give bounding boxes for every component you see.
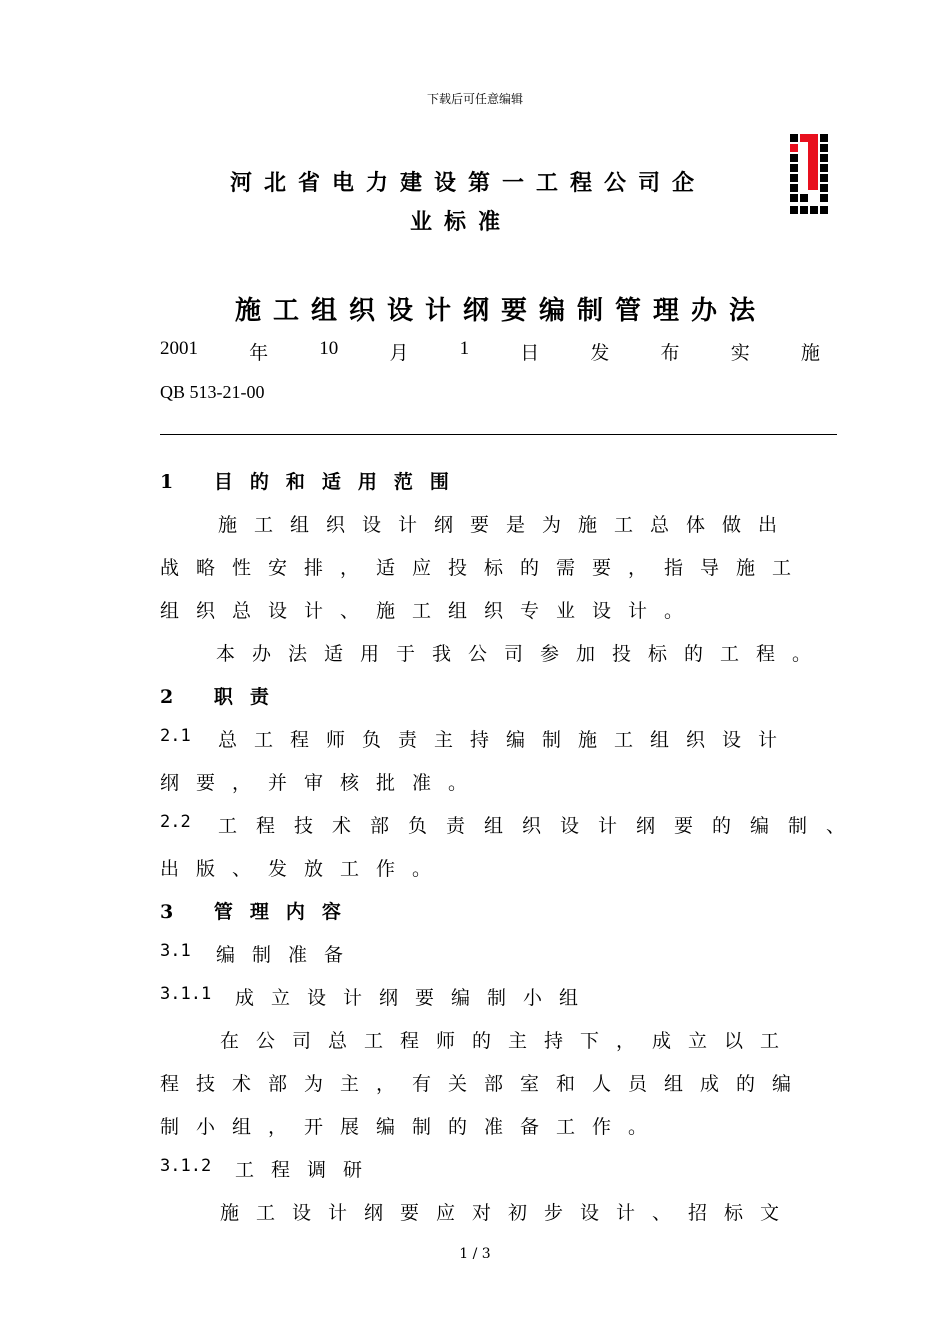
date-day-unit: 日 [520, 342, 540, 364]
paragraph-line: 施工设计纲要应对初步设计、招标文 [220, 1202, 797, 1224]
clause-number: 2.1 [160, 726, 191, 746]
company-name-line2: 业标准 [410, 209, 513, 235]
clause-number: 3.1.1 [160, 984, 212, 1004]
paragraph-line: 制小组，开展编制的准备工作。 [160, 1116, 665, 1138]
clause-title: 编制准备 [216, 944, 361, 966]
date-word-3: 实 [730, 342, 750, 364]
paragraph-line: 本办法适用于我公司参加投标的工程。 [216, 643, 829, 665]
document-title: 施工组织设计纲要编制管理办法 [235, 296, 768, 326]
paragraph-line: 工程技术部负责组织设计纲要的编制、 [218, 815, 865, 837]
section-3-heading: 3 管理内容 [160, 901, 358, 923]
date-word-2: 布 [660, 342, 680, 364]
paragraph-line: 在公司总工程师的主持下，成立以工 [220, 1030, 797, 1052]
paragraph-line: 战略性安排，适应投标的需要，指导施工 [160, 557, 809, 579]
section-2-heading: 2 职责 [160, 686, 286, 708]
paragraph-line: 纲要，并审核批准。 [160, 772, 485, 794]
paragraph-line: 出版、发放工作。 [160, 858, 449, 880]
paragraph-line: 施工组织设计纲要是为施工总体做出 [218, 514, 795, 536]
clause-title: 成立设计纲要编制小组 [235, 987, 596, 1009]
clause-number: 2.2 [160, 812, 191, 832]
page-number: 1 / 3 [459, 1246, 491, 1262]
clause-number: 3.1 [160, 941, 191, 961]
paragraph-line: 组织总设计、施工组织专业设计。 [160, 600, 701, 622]
date-word-1: 发 [590, 342, 610, 364]
company-logo-icon [790, 134, 830, 220]
date-year-unit: 年 [249, 342, 269, 364]
paragraph-line: 程技术部为主，有关部室和人员组成的编 [160, 1073, 809, 1095]
section-1-heading: 1 目的和适用范围 [160, 471, 466, 493]
date-word-4: 施 [800, 342, 820, 364]
standard-code: QB 513-21-00 [160, 382, 265, 402]
date-month-unit: 月 [389, 342, 409, 364]
date-year: 2001 [160, 338, 198, 359]
date-month: 10 [319, 338, 339, 359]
header-note: 下载后可任意编辑 [426, 92, 523, 106]
date-day: 1 [459, 338, 470, 359]
company-name-line1: 河北省电力建设第一工程公司企 [230, 170, 707, 196]
clause-title: 工程调研 [235, 1159, 380, 1181]
issue-date-line [160, 338, 820, 365]
clause-number: 3.1.2 [160, 1156, 212, 1176]
divider [160, 434, 837, 435]
paragraph-line: 总工程师负责主持编制施工组织设计 [218, 729, 795, 751]
